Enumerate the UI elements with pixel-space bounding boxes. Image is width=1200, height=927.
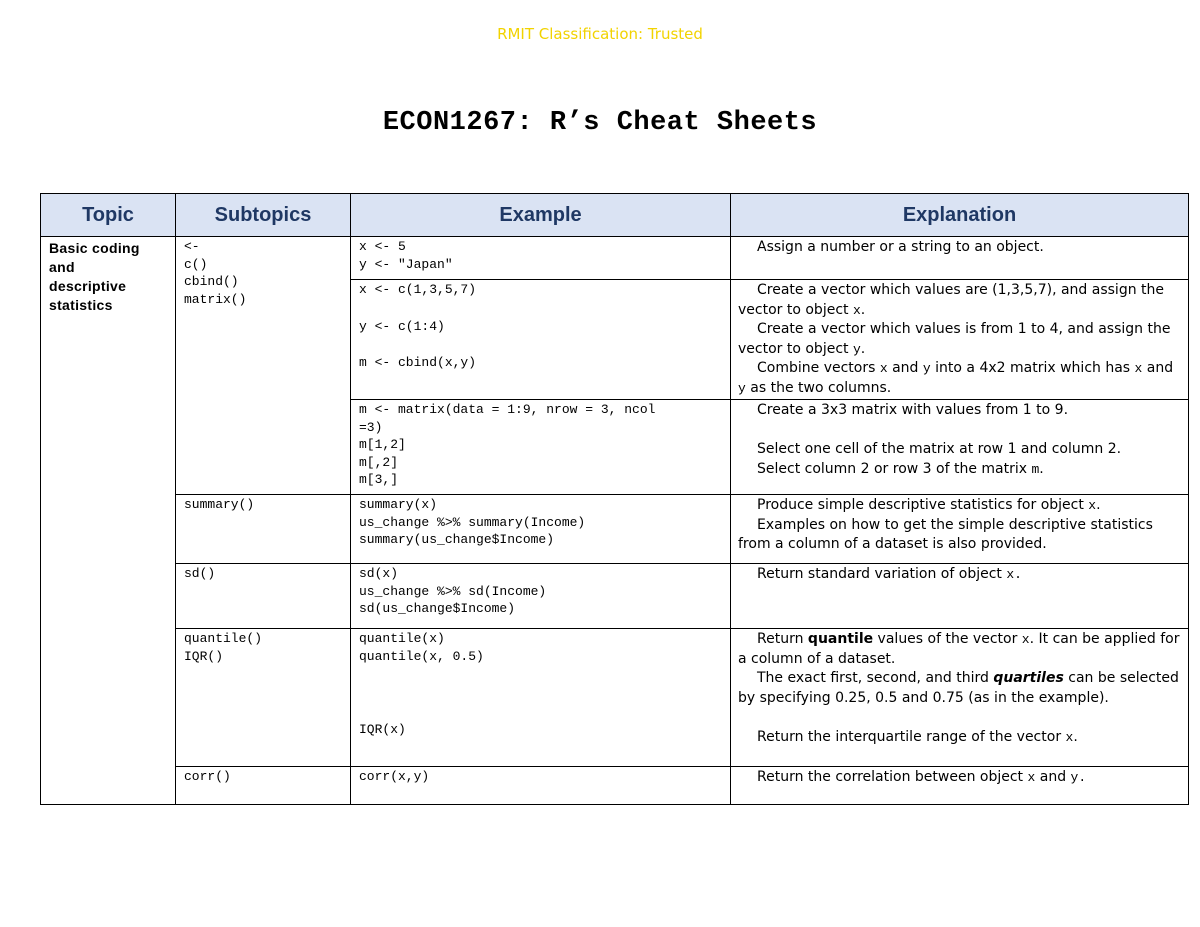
example-cell bbox=[351, 400, 731, 495]
subtopic-cell bbox=[176, 495, 351, 564]
code-line: summary() bbox=[184, 497, 255, 512]
code-line: sd() bbox=[184, 566, 216, 581]
code-line: =3) bbox=[359, 419, 383, 435]
explanation-cell bbox=[731, 767, 1189, 805]
topic-line: Basic coding bbox=[49, 240, 140, 256]
example-cell bbox=[351, 629, 731, 767]
code-line: y <- "Japan" bbox=[359, 256, 453, 272]
explanation-cell bbox=[731, 237, 1189, 280]
code-line: quantile(x) bbox=[359, 631, 445, 646]
explanation-text: Return the correlation between object x and y. bbox=[757, 769, 1087, 785]
code-line: IQR(x) bbox=[359, 722, 406, 737]
code-line: matrix() bbox=[184, 291, 247, 307]
code-line: m <- matrix(data = 1:9, nrow = 3, ncol bbox=[359, 402, 656, 417]
header-explanation: Explanation bbox=[731, 194, 1189, 237]
code-line: m <- cbind(x,y) bbox=[359, 355, 477, 370]
example-cell bbox=[351, 767, 731, 805]
code-line: summary(us_change$Income) bbox=[359, 532, 555, 547]
code-line: us_change %>% summary(Income) bbox=[359, 514, 586, 530]
document-title: ECON1267: R’s Cheat Sheets bbox=[382, 108, 818, 138]
code-line: c() bbox=[184, 256, 208, 272]
explanation-cell bbox=[731, 495, 1189, 564]
subtopic-cell bbox=[176, 629, 351, 767]
explanation-text: The exact first, second, and third quartiles can be selected by specifying 0.25, 0.5 and 0.75 (as in the example). bbox=[738, 670, 1179, 706]
subtopic-cell bbox=[176, 237, 351, 495]
code-line: quantile(x, 0.5) bbox=[359, 648, 484, 664]
table-row bbox=[41, 237, 1189, 280]
code-line: corr() bbox=[184, 769, 231, 784]
header-topic: Topic bbox=[41, 194, 176, 237]
subtopic-cell bbox=[176, 564, 351, 629]
explanation-cell bbox=[731, 400, 1189, 495]
explanation-cell bbox=[731, 629, 1189, 767]
cheat-sheet-table bbox=[40, 193, 1189, 805]
explanation-cell bbox=[731, 280, 1189, 400]
code-line: <- bbox=[184, 239, 200, 254]
code-line: us_change %>% sd(Income) bbox=[359, 583, 547, 599]
table-row bbox=[41, 767, 1189, 805]
explanation-text: Create a vector which values are (1,3,5,7), and assign the vector to object x. bbox=[738, 282, 1164, 318]
code-line: sd(us_change$Income) bbox=[359, 601, 516, 616]
code-line: quantile() bbox=[184, 631, 263, 646]
topic-line: descriptive bbox=[49, 278, 127, 294]
table-header-row bbox=[41, 194, 1189, 237]
example-cell bbox=[351, 280, 731, 400]
explanation-text: Select column 2 or row 3 of the matrix m. bbox=[757, 460, 1044, 477]
code-line: x <- 5 bbox=[359, 239, 406, 254]
header-subtopics: Subtopics bbox=[176, 194, 351, 237]
code-line: m[1,2] bbox=[359, 437, 406, 452]
explanation-text: Return standard variation of object x. bbox=[757, 566, 1022, 582]
example-cell bbox=[351, 495, 731, 564]
code-line: y <- c(1:4) bbox=[359, 318, 445, 334]
topic-line: and bbox=[49, 259, 75, 275]
code-line: x <- c(1,3,5,7) bbox=[359, 282, 477, 297]
table-row bbox=[41, 629, 1189, 767]
topic-cell bbox=[41, 237, 176, 805]
classification-label: RMIT Classification: Trusted bbox=[497, 25, 703, 43]
explanation-text: Combine vectors x and y into a 4x2 matrix which has x and y as the two columns. bbox=[738, 360, 1174, 396]
code-line: m[3,] bbox=[359, 472, 399, 487]
explanation-text: Assign a number or a string to an object. bbox=[757, 239, 1044, 255]
explanation-text: Create a vector which values is from 1 to 4, and assign the vector to object y. bbox=[738, 321, 1171, 357]
explanation-text: Produce simple descriptive statistics for object x. bbox=[757, 497, 1101, 513]
code-line: corr(x,y) bbox=[359, 769, 430, 784]
code-line: m[,2] bbox=[359, 454, 399, 470]
subtopic-cell bbox=[176, 767, 351, 805]
header-example: Example bbox=[351, 194, 731, 237]
topic-line: statistics bbox=[49, 297, 113, 313]
explanation-text: Return quantile values of the vector x. It can be applied for a column of a dataset. bbox=[738, 631, 1180, 667]
explanation-text: Examples on how to get the simple descriptive statistics from a column of a dataset is also provided. bbox=[738, 516, 1153, 552]
explanation-cell bbox=[731, 564, 1189, 629]
example-cell bbox=[351, 237, 731, 280]
table-row bbox=[41, 564, 1189, 629]
code-line: cbind() bbox=[184, 274, 239, 289]
table-row bbox=[41, 495, 1189, 564]
code-line: summary(x) bbox=[359, 497, 438, 512]
explanation-text: Return the interquartile range of the vector x. bbox=[757, 728, 1078, 745]
example-cell bbox=[351, 564, 731, 629]
code-line: IQR() bbox=[184, 648, 224, 664]
code-line: sd(x) bbox=[359, 566, 399, 581]
explanation-text: Create a 3x3 matrix with values from 1 to 9. bbox=[757, 402, 1069, 418]
explanation-text: Select one cell of the matrix at row 1 and column 2. bbox=[757, 441, 1122, 457]
